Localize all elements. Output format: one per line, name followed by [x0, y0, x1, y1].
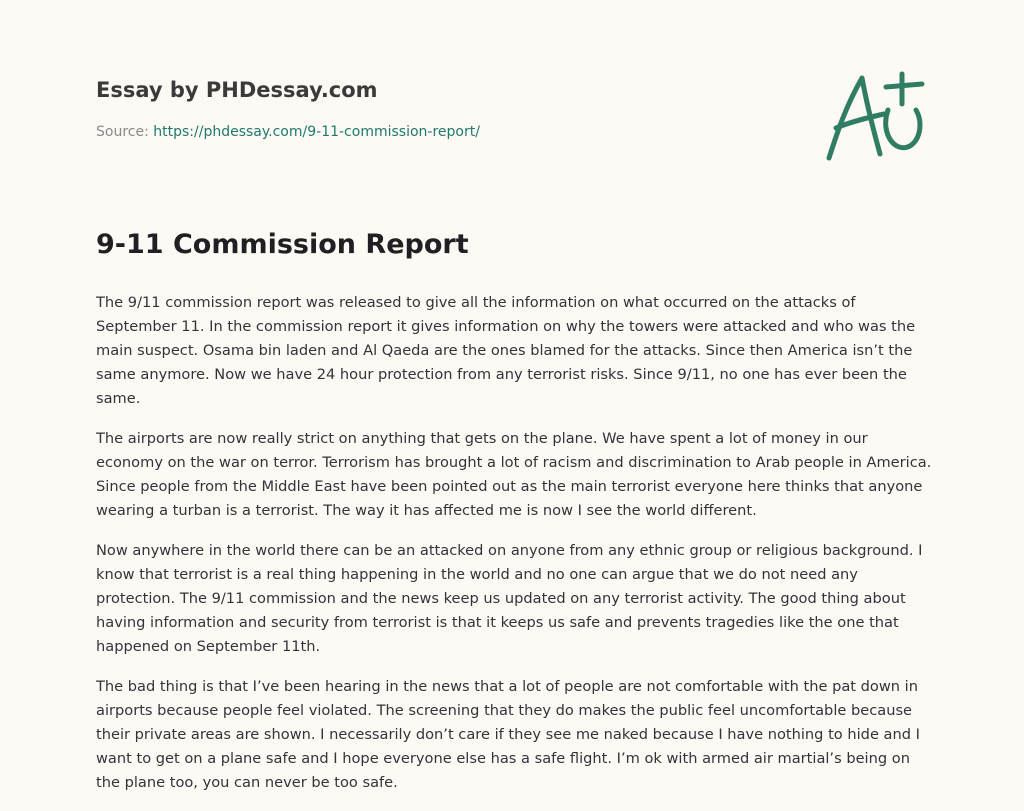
source-line: [96, 122, 796, 142]
source-label: Source:: [96, 124, 149, 140]
article-paragraph: The bad thing is that I’ve been hearing in the news that a lot of people are not comfortable with the pat down in airports because people feel violated. The screening that they do makes the public feel uncomfortable because their private areas are shown. I necessarily don’t care if they see me naked because I have nothing to hide and I want to get on a plane safe and I hope everyone else has a safe flight. I’m ok with armed air martial’s being on the plane too, you can never be too safe.: [96, 678, 920, 791]
article-paragraph: The 9/11 commission report was released to give all the information on what occurred on the attacks of September 11. In the commission report it gives information on why the towers were attacked and who was the main suspect. Osama bin laden and Al Qaeda are the ones blamed for the attacks. Since then America isn’t the same anymore. Now we have 24 hour protection from any terrorist risks. Since 9/11, no one has ever been the same.: [96, 294, 916, 407]
article-paragraph: The airports are now really strict on anything that gets on the plane. We have spent a lot of money in our economy on the war on terror. Terrorism has brought a lot of racism and discrimination to Arab people in America. Since people from the Middle East have been pointed out as the main terrorist everyone here thinks that anyone wearing a turban is a terrorist. The way it has affected me is now I see the world different.: [96, 430, 932, 519]
brand-title: Essay by PHDessay.com: [96, 78, 378, 102]
a-plus-logo-icon: [822, 70, 926, 164]
source-link[interactable]: https://phdessay.com/9-11-commission-report/: [153, 124, 480, 140]
article: [96, 226, 932, 811]
article-title: 9-11 Commission Report: [96, 229, 469, 260]
header: [96, 75, 796, 142]
article-paragraph: Now anywhere in the world there can be an attacked on anyone from any ethnic group or religious background. I know that terrorist is a real thing happening in the world and no one can argue that we do not need any protection. The 9/11 commission and the news keep us updated on any terrorist activity. The good thing about having information and security from terrorist is that it keeps us safe and prevents tragedies like the one that happened on September 11th.: [96, 542, 923, 655]
